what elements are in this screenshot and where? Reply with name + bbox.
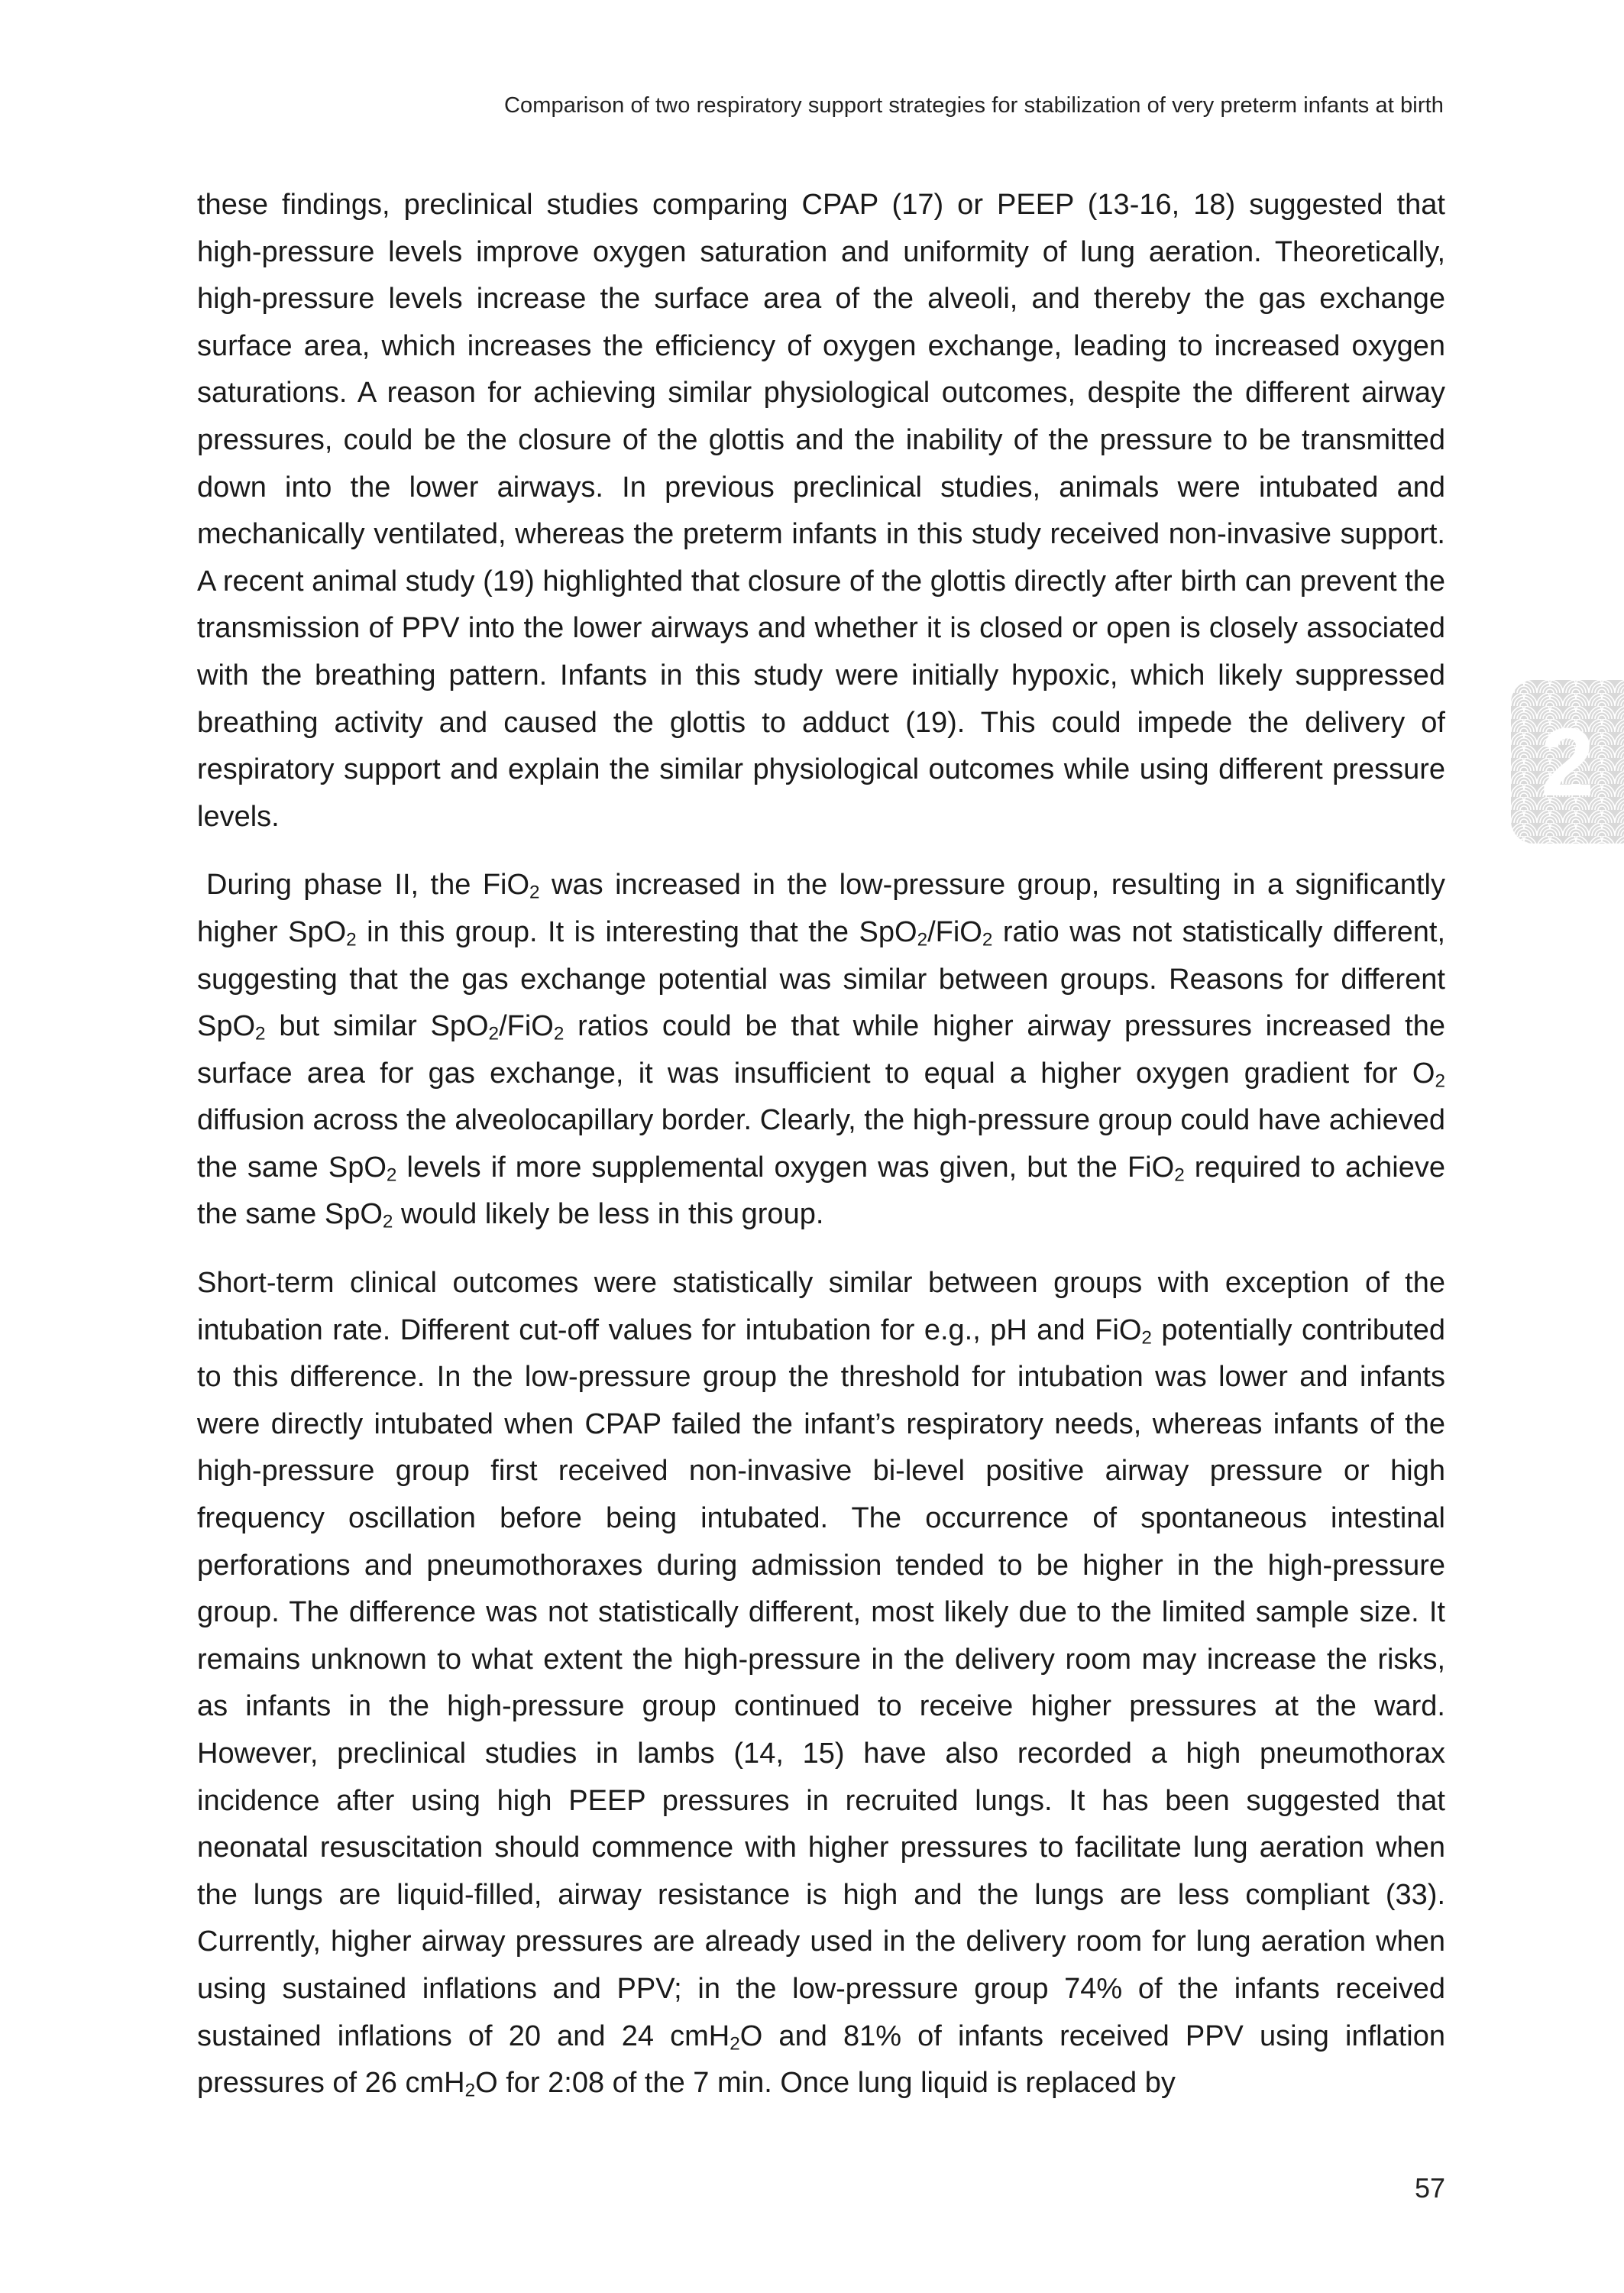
text-run: these findings, preclinical studies comparing CPAP (17) or PEEP (13-16, 18) suggested that high-pressure levels improve oxygen saturation and uniformity of lung aeration. Theoretically, high-pressure levels increase the surface area of the alveoli, and thereby the gas exchange surface area, which increases the efficiency of oxygen exchange, leading to increased oxygen saturations. A reason for achieving similar physiological outcomes, despite the different airway pressures, could be the closure of the glottis and the inability of the pressure to be transmitted down into the lower airways. In previous preclinical studies, animals were intubated and mechanically ventilated, whereas the preterm infants in this study received non-invasive support. A recent animal study (19) highlighted that closure of the glottis directly after birth can prevent the transmission of PPV into the lower airways and whether it is closed or open is closely associated with the breathing pattern. Infants in this study were initially hypoxic, which likely suppressed breathing activity and caused the glottis to adduct (19). This could impede the delivery of respiratory support and explain the similar physiological outcomes while using different pressure levels.	[197, 189, 1445, 833]
subscript: 2	[1141, 1327, 1152, 1348]
paragraph	[197, 862, 1445, 1239]
subscript: 2	[382, 1211, 393, 1232]
text-run: /FiO	[499, 1010, 554, 1043]
text-run: ratios could be that while higher airway pressures increased the surface area for gas exchange, it was insufficient to equal a higher oxygen gradient for O	[197, 1010, 1445, 1090]
text-run: Short-term clinical outcomes were statistically similar between groups with exception of the intubation rate. Different cut-off values for intubation for e.g., pH and FiO	[197, 1267, 1445, 1346]
subscript: 2	[1174, 1164, 1185, 1186]
subscript: 2	[255, 1023, 266, 1044]
subscript: 2	[917, 929, 928, 951]
text-run: would likely be less in this group.	[393, 1198, 824, 1231]
subscript: 2	[982, 929, 993, 951]
subscript: 2	[1435, 1070, 1445, 1092]
running-header: Comparison of two respiratory support strategies for stabilization of very preterm infants at birth	[503, 93, 1444, 118]
text-run: O for 2:08 of the 7 min. Once lung liquid is replaced by	[475, 2067, 1176, 2100]
subscript: 2	[553, 1023, 565, 1044]
subscript: 2	[464, 2080, 476, 2101]
body-text	[197, 182, 1445, 2129]
text-run: but similar SpO	[265, 1010, 489, 1043]
subscript: 2	[386, 1164, 397, 1186]
paragraph	[197, 182, 1445, 840]
page-number: 57	[1414, 2172, 1445, 2204]
text-run: /FiO	[927, 915, 982, 948]
text-run: During phase II, the FiO	[206, 869, 530, 902]
subscript: 2	[346, 929, 357, 951]
text-run: potentially contributed to this difference. In the low-pressure group the threshold for intubation was lower and infants were directly intubated when CPAP failed the infant’s respiratory needs, whereas infants of the high-pressure group first received non-invasive bi-level positive airway pressure or high frequency oscillation before being intubated. The occurrence of spontaneous intestinal perforations and pneumothoraxes during admission tended to be higher in the high-pressure group. The difference was not statistically different, most likely due to the limited sample size. It remains unknown to what extent the high-pressure in the delivery room may increase the risks, as infants in the high-pressure group continued to receive higher pressures at the ward. However, preclinical studies in lambs (14, 15) have also recorded a high pneumothorax incidence after using high PEEP pressures in recruited lungs. It has been suggested that neonatal resuscitation should commence with higher pressures to facilitate lung aeration when the lungs are liquid-filled, airway resistance is high and the lungs are less compliant (33). Currently, higher airway pressures are already used in the delivery room for lung aeration when using sustained inflations and PPV; in the low-pressure group 74% of the infants received sustained inflations of 20 and 24 cmH	[197, 1313, 1445, 2052]
subscript: 2	[529, 882, 540, 903]
text-run: O and 81% of infants received PPV using inflation pressures of 26 cmH	[197, 2019, 1445, 2100]
text-run: ratio was not statistically different, suggesting that the gas exchange potential was similar between groups. Reasons for different SpO	[197, 915, 1445, 1043]
text-run: levels if more supplemental oxygen was given, but the FiO	[396, 1151, 1175, 1184]
paragraph	[197, 1260, 1445, 2107]
subscript: 2	[730, 2032, 740, 2054]
chapter-number: 2	[1540, 708, 1595, 816]
text-run: was increased in the low-pressure group, resulting in a significantly higher SpO	[197, 869, 1445, 948]
chapter-tab	[1511, 680, 1624, 844]
text-run: diffusion across the alveolocapillary border. Clearly, the high-pressure group could have achieved the same SpO	[197, 1104, 1445, 1184]
subscript: 2	[488, 1023, 500, 1044]
text-run: required to achieve the same SpO	[197, 1151, 1445, 1231]
text-run: in this group. It is interesting that the SpO	[356, 915, 917, 948]
